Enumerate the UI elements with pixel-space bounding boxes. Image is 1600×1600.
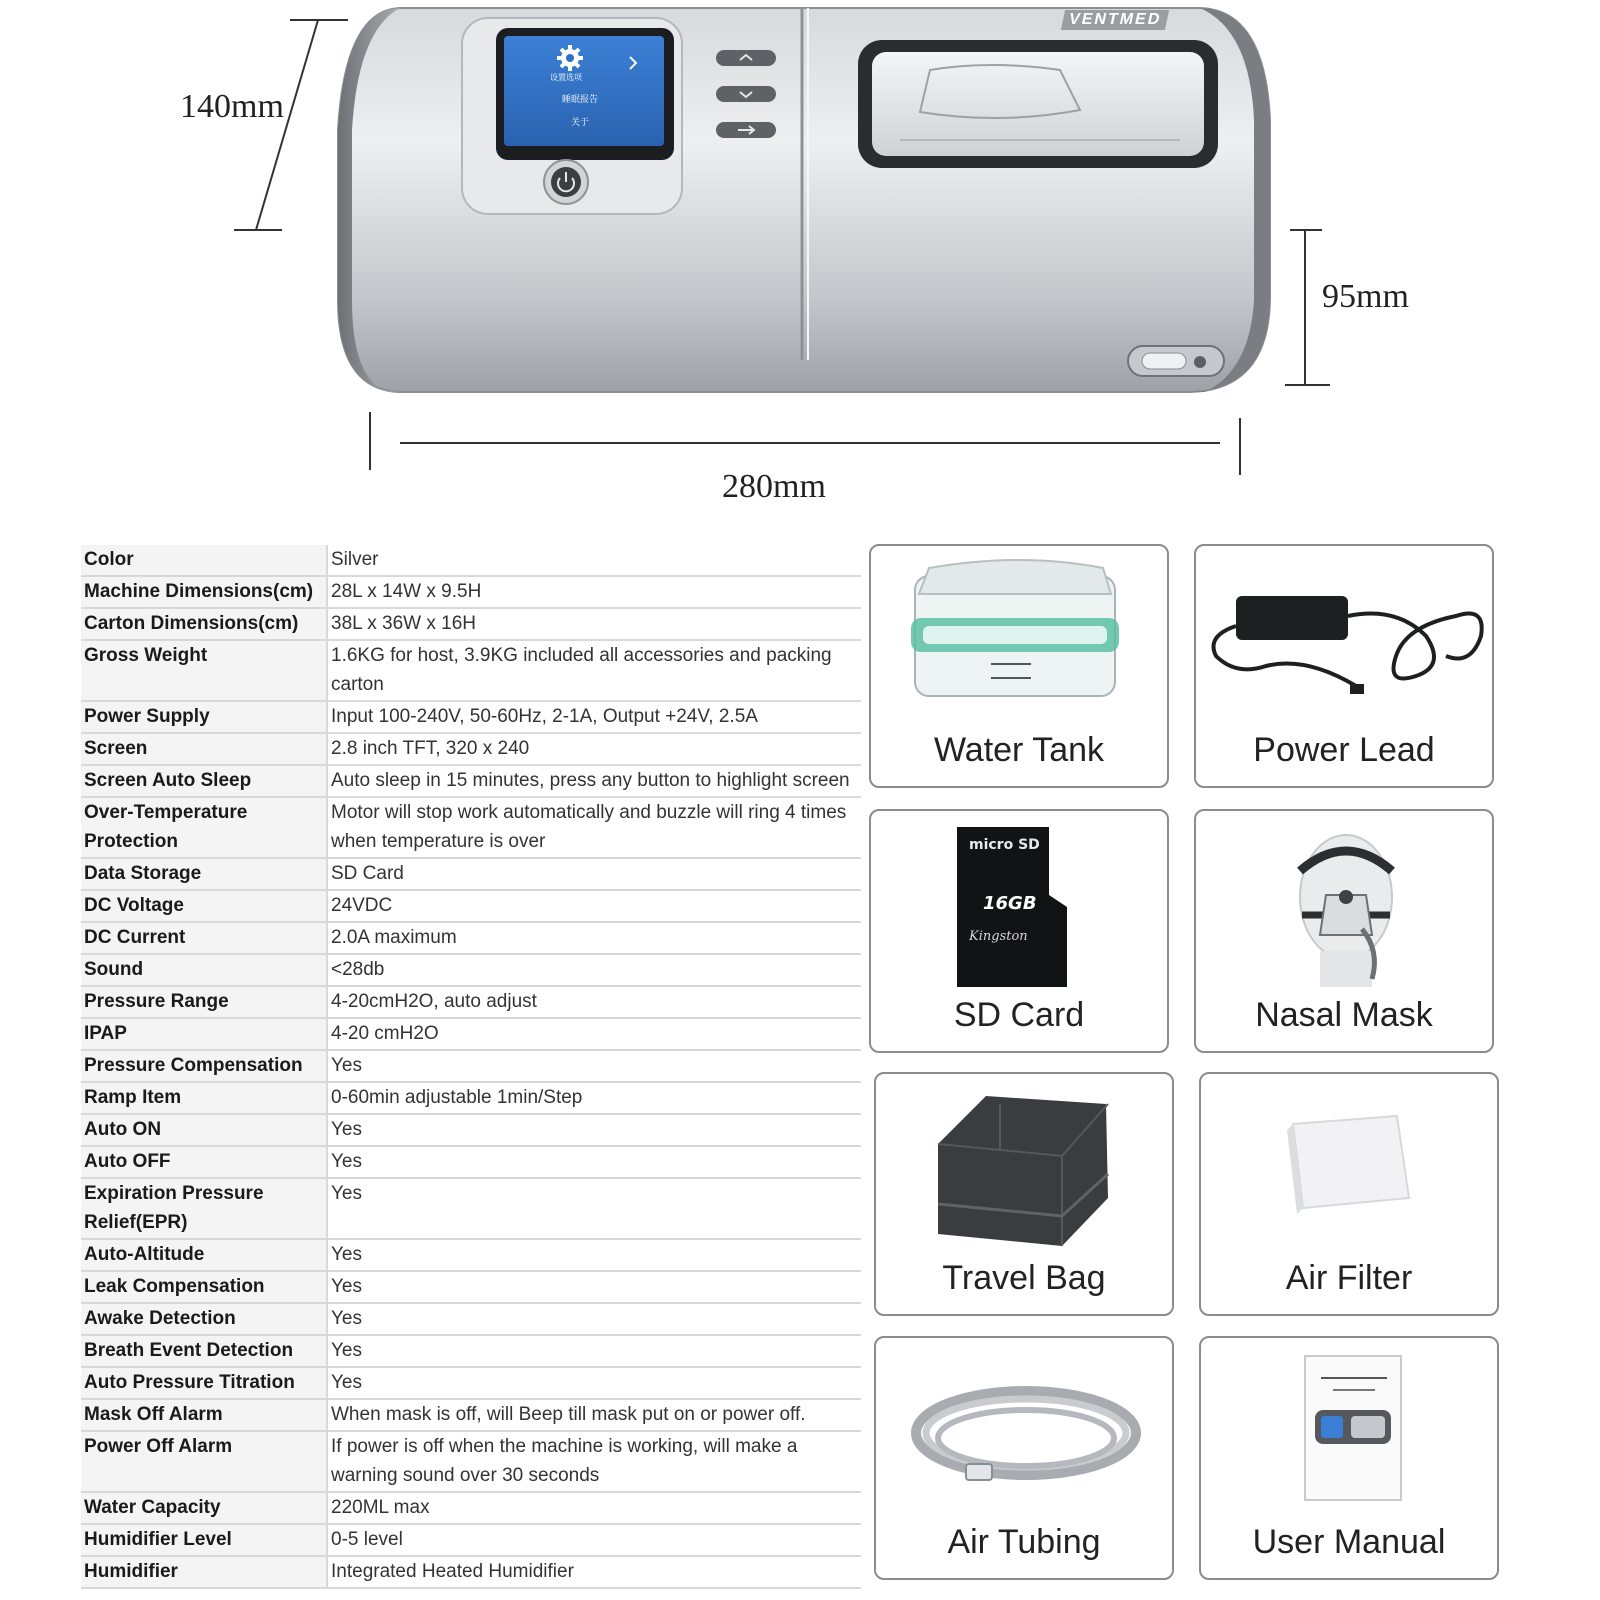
spec-label: Expiration Pressure Relief(EPR): [81, 1178, 327, 1239]
spec-row: [81, 1303, 861, 1335]
spec-row: [81, 1335, 861, 1367]
spec-label: Breath Event Detection: [81, 1335, 327, 1367]
spec-row: [81, 733, 861, 765]
spec-value: 1.6KG for host, 3.9KG included all accessories and packing carton: [327, 640, 861, 701]
accessory-label: User Manual: [1252, 1523, 1446, 1561]
spec-label: Humidifier: [81, 1556, 327, 1588]
spec-row: [81, 986, 861, 1018]
accessory-card-sd-card: [869, 809, 1169, 1053]
spec-value: 0-60min adjustable 1min/Step: [327, 1082, 861, 1114]
spec-value: Auto sleep in 15 minutes, press any button to highlight screen: [327, 765, 861, 797]
spec-row: [81, 1082, 861, 1114]
spec-value: 2.0A maximum: [327, 922, 861, 954]
depth-dimension-label: 140mm: [180, 88, 284, 125]
spec-row: [81, 1018, 861, 1050]
spec-label: Carton Dimensions(cm): [81, 608, 327, 640]
accessory-label: SD Card: [953, 996, 1085, 1034]
spec-label: Auto OFF: [81, 1146, 327, 1178]
chevron-right-icon: [628, 56, 638, 70]
spec-row: [81, 1367, 861, 1399]
sd-card-capacity: 16GB: [983, 893, 1037, 914]
spec-label: Pressure Compensation: [81, 1050, 327, 1082]
spec-value: Yes: [327, 1114, 861, 1146]
spec-value: 28L x 14W x 9.5H: [327, 576, 861, 608]
spec-row: [81, 1050, 861, 1082]
spec-row: [81, 1399, 861, 1431]
accessory-label: Water Tank: [933, 731, 1105, 769]
air-tubing-icon: [876, 1338, 1176, 1528]
device-illustration: [0, 0, 1600, 520]
accessory-label: Power Lead: [1253, 731, 1435, 769]
screen-line-report: 睡眠报告: [561, 95, 598, 105]
accessory-card-air-tubing: [874, 1336, 1174, 1580]
spec-row: [81, 1524, 861, 1556]
spec-value: Integrated Heated Humidifier: [327, 1556, 861, 1588]
sd-card-maker: Kingston: [969, 929, 1028, 944]
accessory-label: Travel Bag: [942, 1259, 1106, 1297]
spec-label: IPAP: [81, 1018, 327, 1050]
power-lead-icon: [1196, 546, 1496, 736]
spec-label: Sound: [81, 954, 327, 986]
accessory-label: Nasal Mask: [1255, 996, 1433, 1034]
user-manual-icon: [1201, 1338, 1501, 1528]
spec-label: Color: [81, 545, 327, 576]
spec-label: Gross Weight: [81, 640, 327, 701]
spec-label: Screen Auto Sleep: [81, 765, 327, 797]
spec-value: Motor will stop work automatically and buzzle will ring 4 times when temperature is over: [327, 797, 861, 858]
spec-label: Ramp Item: [81, 1082, 327, 1114]
spec-label: Power Off Alarm: [81, 1431, 327, 1492]
spec-label: Screen: [81, 733, 327, 765]
water-tank-icon: [871, 546, 1171, 736]
spec-label: Humidifier Level: [81, 1524, 327, 1556]
spec-row: [81, 858, 861, 890]
accessory-card-nasal-mask: [1194, 809, 1494, 1053]
nasal-mask-icon: [1196, 811, 1496, 1001]
spec-label: DC Current: [81, 922, 327, 954]
spec-value: Input 100-240V, 50-60Hz, 2-1A, Output +24V, 2.5A: [327, 701, 861, 733]
spec-value: 2.8 inch TFT, 320 x 240: [327, 733, 861, 765]
spec-value: When mask is off, will Beep till mask put on or power off.: [327, 1399, 861, 1431]
spec-value: 220ML max: [327, 1492, 861, 1524]
spec-value: 24VDC: [327, 890, 861, 922]
spec-value: Yes: [327, 1303, 861, 1335]
spec-row: [81, 890, 861, 922]
spec-label: Leak Compensation: [81, 1271, 327, 1303]
spec-row: [81, 922, 861, 954]
spec-row: [81, 701, 861, 733]
spec-value: <28db: [327, 954, 861, 986]
spec-row: [81, 1239, 861, 1271]
device-drawing: [0, 0, 1600, 520]
spec-row: [81, 1431, 861, 1492]
spec-row: [81, 1271, 861, 1303]
screen-settings-row: [510, 42, 650, 87]
device-screen: [510, 42, 650, 134]
spec-label: Auto ON: [81, 1114, 327, 1146]
spec-label: Mask Off Alarm: [81, 1399, 327, 1431]
accessory-label: Air Tubing: [947, 1523, 1101, 1561]
spec-label: Auto Pressure Titration: [81, 1367, 327, 1399]
spec-value: SD Card: [327, 858, 861, 890]
spec-row: [81, 1492, 861, 1524]
spec-value: 38L x 36W x 16H: [327, 608, 861, 640]
length-dimension-label: 280mm: [722, 468, 826, 505]
screen-line-about: 关于: [570, 118, 589, 128]
spec-value: 4-20cmH2O, auto adjust: [327, 986, 861, 1018]
spec-value: 0-5 level: [327, 1524, 861, 1556]
spec-table: [81, 545, 861, 1589]
sd-card-type-text: micro SD: [969, 837, 1040, 853]
spec-label: Data Storage: [81, 858, 327, 890]
accessory-card-water-tank: [869, 544, 1169, 788]
spec-row: [81, 545, 861, 576]
spec-label: Machine Dimensions(cm): [81, 576, 327, 608]
spec-row: [81, 1178, 861, 1239]
spec-row: [81, 1146, 861, 1178]
spec-value: If power is off when the machine is working, will make a warning sound over 30 seconds: [327, 1431, 861, 1492]
spec-row: [81, 765, 861, 797]
height-dimension-label: 95mm: [1322, 278, 1409, 315]
accessory-label: Air Filter: [1285, 1259, 1413, 1297]
spec-value: Silver: [327, 545, 861, 576]
spec-label: Awake Detection: [81, 1303, 327, 1335]
screen-line-settings: 设置选项: [550, 73, 582, 82]
spec-label: Pressure Range: [81, 986, 327, 1018]
spec-row: [81, 576, 861, 608]
air-filter-icon: [1201, 1074, 1501, 1264]
spec-value: Yes: [327, 1050, 861, 1082]
spec-value: Yes: [327, 1146, 861, 1178]
spec-row: [81, 608, 861, 640]
spec-value: Yes: [327, 1239, 861, 1271]
spec-value: 4-20 cmH2O: [327, 1018, 861, 1050]
spec-value: Yes: [327, 1335, 861, 1367]
spec-label: Over-Temperature Protection: [81, 797, 327, 858]
spec-label: Power Supply: [81, 701, 327, 733]
accessory-card-travel-bag: [874, 1072, 1174, 1316]
spec-label: DC Voltage: [81, 890, 327, 922]
spec-row: [81, 1114, 861, 1146]
travel-bag-icon: [876, 1074, 1176, 1264]
spec-row: [81, 954, 861, 986]
accessory-card-user-manual: [1199, 1336, 1499, 1580]
spec-row: [81, 640, 861, 701]
spec-label: Auto-Altitude: [81, 1239, 327, 1271]
spec-row: [81, 797, 861, 858]
spec-value: Yes: [327, 1271, 861, 1303]
spec-label: Water Capacity: [81, 1492, 327, 1524]
accessory-card-power-lead: [1194, 544, 1494, 788]
brand-logo: VENTMED: [1061, 10, 1169, 30]
spec-value: Yes: [327, 1367, 861, 1399]
accessory-card-air-filter: [1199, 1072, 1499, 1316]
spec-value: Yes: [327, 1178, 861, 1239]
spec-row: [81, 1556, 861, 1588]
